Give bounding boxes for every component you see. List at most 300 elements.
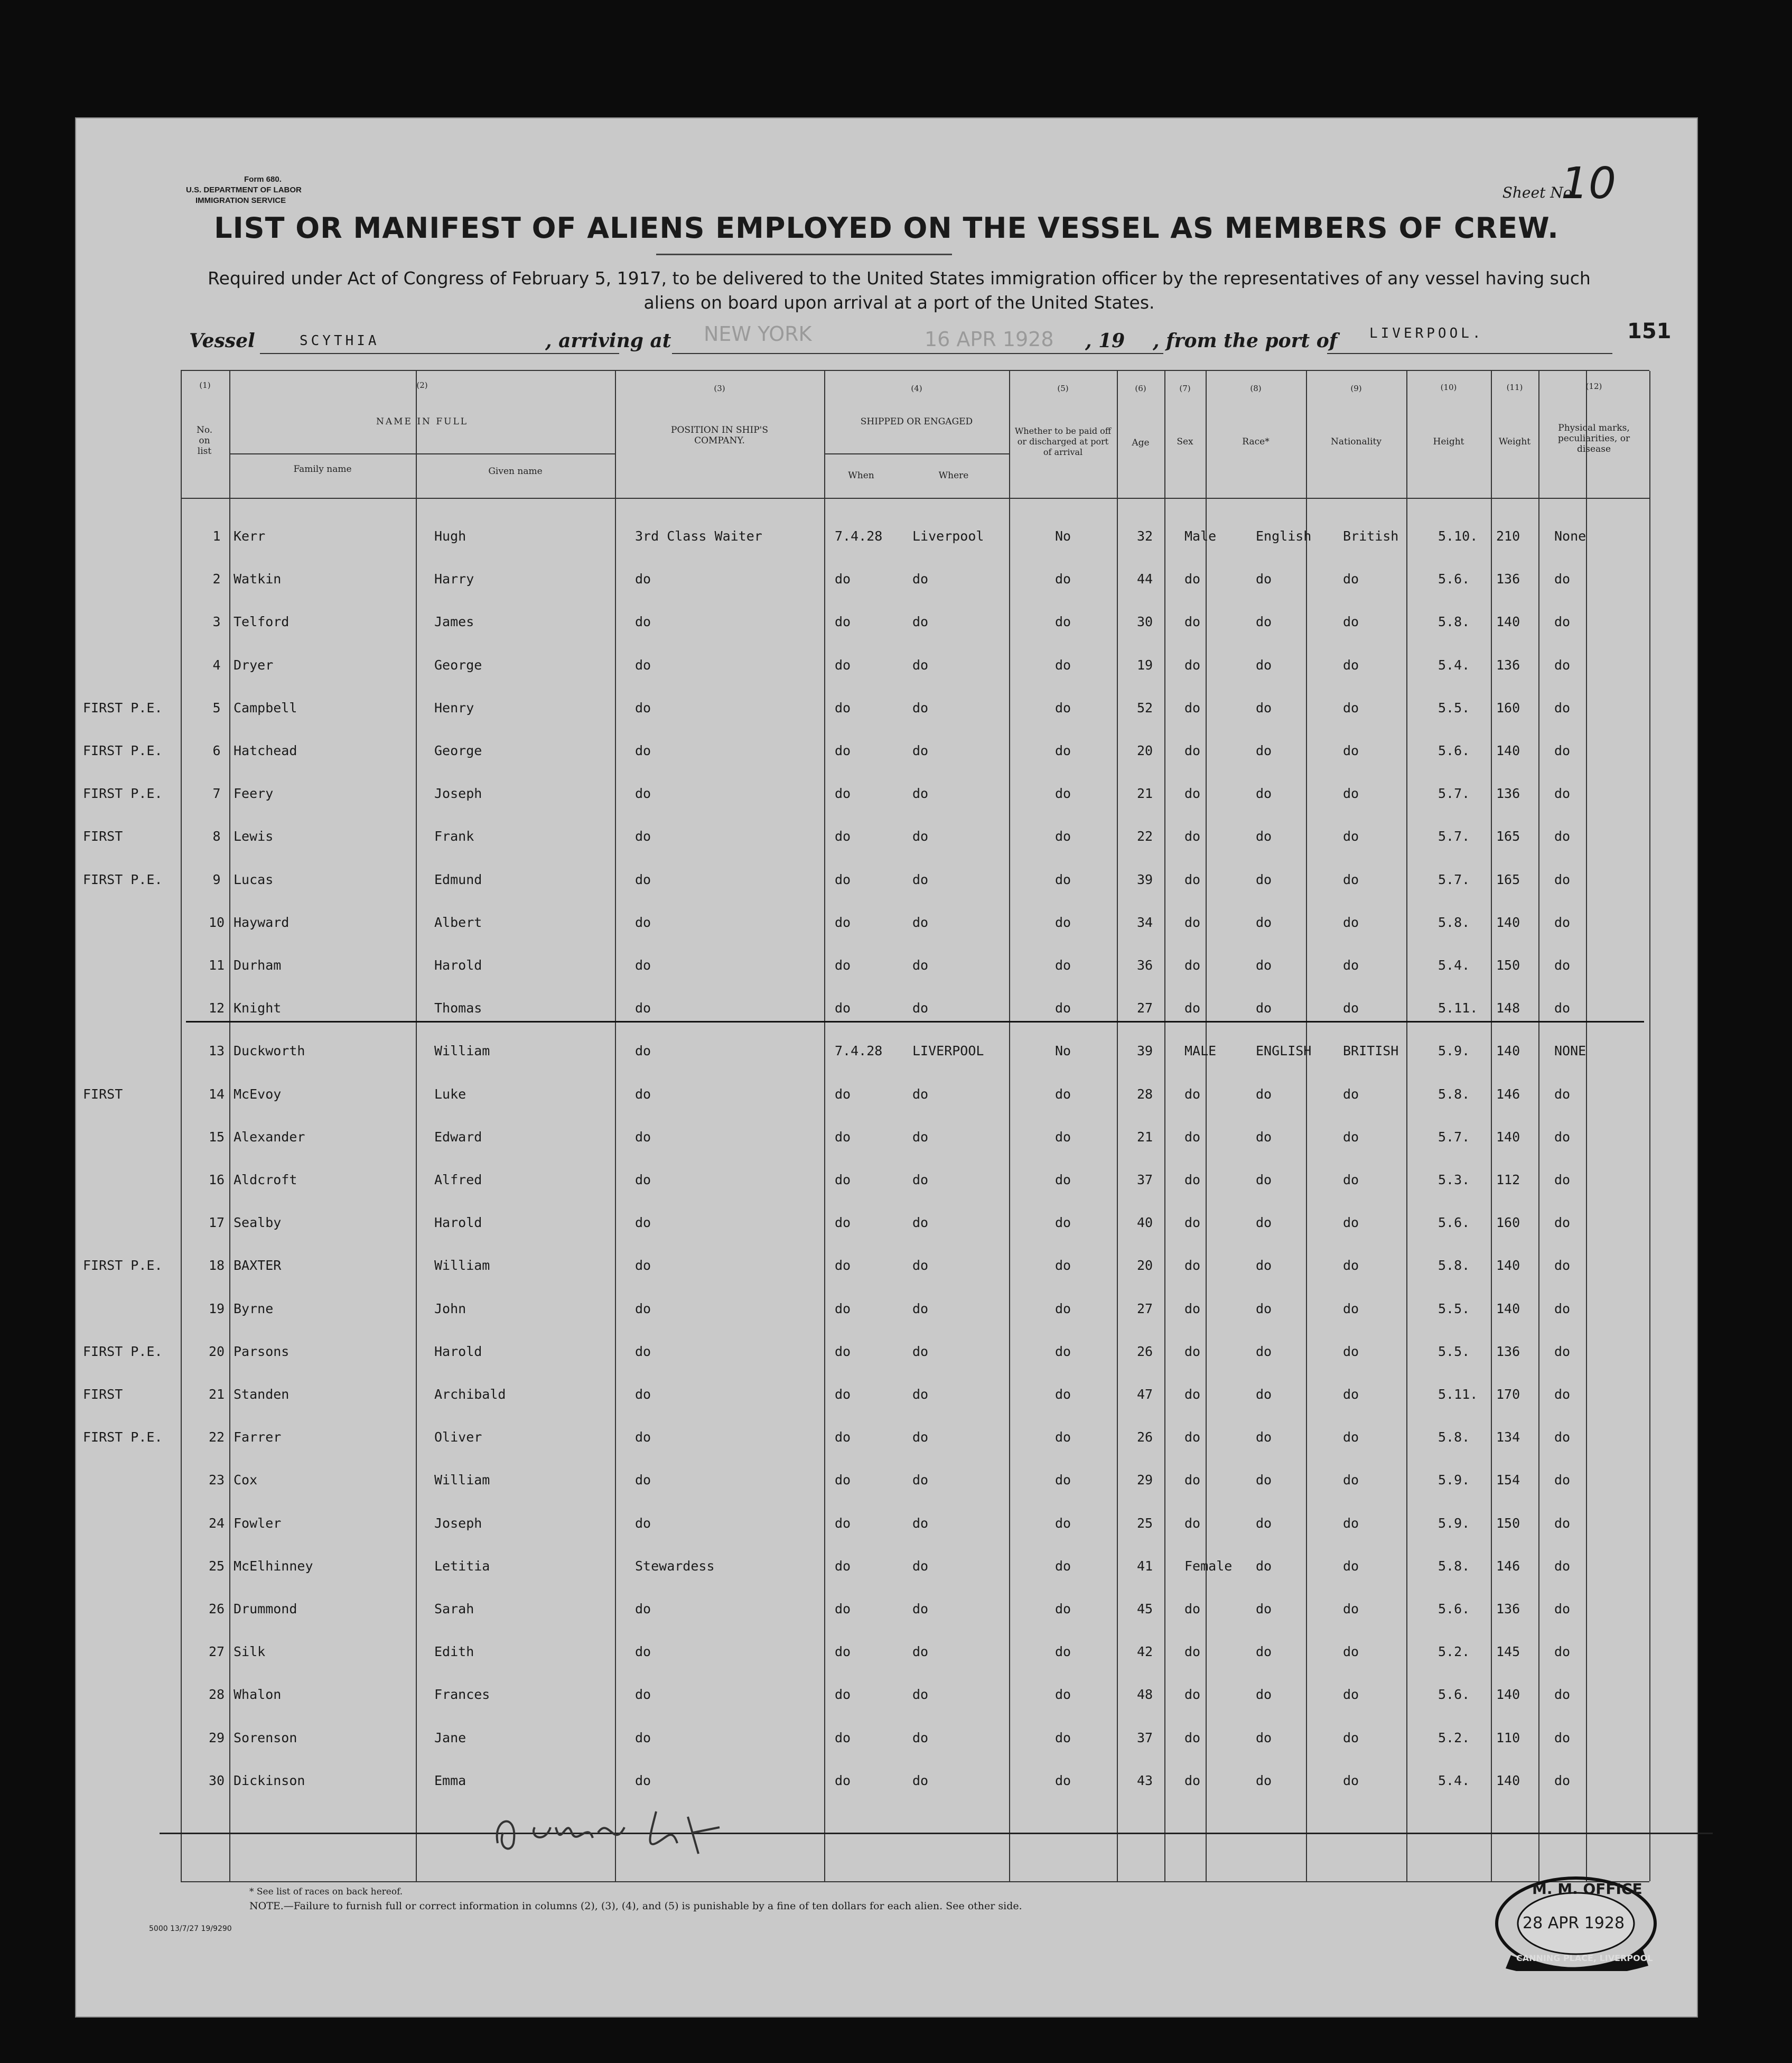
sex: do (1184, 1644, 1201, 1660)
paid-off: do (1055, 914, 1071, 930)
age: 42 (1137, 1644, 1153, 1660)
position: do (635, 743, 651, 758)
nationality: do (1343, 1472, 1359, 1488)
race: do (1256, 1300, 1272, 1316)
height: 5.8. (1438, 1429, 1470, 1445)
row-number: 9 (212, 871, 221, 887)
weight: 134 (1496, 1429, 1520, 1445)
weight: 110 (1496, 1730, 1520, 1745)
row-number: 18 (208, 1258, 225, 1274)
col-7-number: (7) (1179, 384, 1191, 393)
races-note: * See list of races on back hereof. (249, 1887, 403, 1897)
weight: 140 (1496, 1129, 1520, 1145)
table-row (75, 1773, 1698, 1815)
weight: 136 (1496, 1343, 1520, 1359)
height: 5.10. (1438, 528, 1478, 544)
sex: do (1184, 1772, 1201, 1788)
height: 5.9. (1438, 1472, 1470, 1488)
position: do (635, 614, 651, 630)
age: 27 (1137, 1000, 1153, 1016)
shipped-when: do (835, 743, 851, 758)
row-number: 27 (208, 1644, 225, 1660)
row-number: 14 (208, 1086, 225, 1102)
race: do (1256, 1000, 1272, 1016)
shipped-where: do (912, 657, 929, 673)
height: 5.5. (1438, 1343, 1470, 1359)
shipped-when: do (835, 1172, 851, 1187)
nationality: do (1343, 1601, 1359, 1616)
sex: Female (1184, 1558, 1233, 1574)
position: do (635, 1515, 651, 1531)
sex: MALE (1184, 1043, 1217, 1059)
table-row (75, 1129, 1698, 1172)
given-name: Joseph (434, 786, 482, 802)
family-name: Feery (234, 786, 274, 802)
sex: do (1184, 614, 1201, 630)
race: do (1256, 958, 1272, 973)
age: 32 (1137, 528, 1153, 544)
table-row (75, 915, 1698, 957)
col-12-number: (12) (1585, 382, 1602, 391)
weight: 146 (1496, 1558, 1520, 1574)
physical-marks: do (1554, 1772, 1571, 1788)
given-name: George (434, 743, 482, 758)
family-name: Lewis (234, 829, 274, 844)
col-4-number: (4) (911, 384, 922, 393)
position: do (635, 1772, 651, 1788)
row-number: 16 (208, 1172, 225, 1187)
table-row (75, 700, 1698, 742)
position: do (635, 657, 651, 673)
sex: do (1184, 1129, 1201, 1145)
family-name: Durham (234, 958, 282, 973)
age: 20 (1137, 1258, 1153, 1274)
row-number: 22 (208, 1429, 225, 1445)
shipped-when: do (835, 1129, 851, 1145)
sex: do (1184, 700, 1201, 715)
nationality: do (1343, 571, 1359, 587)
shipped-where: do (912, 1258, 929, 1274)
weight: 136 (1496, 786, 1520, 802)
nationality: do (1343, 1000, 1359, 1016)
height: 5.6. (1438, 1601, 1470, 1616)
shipped-when: do (835, 1215, 851, 1231)
age: 26 (1137, 1429, 1153, 1445)
paid-off: do (1055, 1687, 1071, 1703)
height: 5.5. (1438, 700, 1470, 715)
sex: do (1184, 1687, 1201, 1703)
service: IMMIGRATION SERVICE (195, 196, 286, 205)
col-5-number: (5) (1057, 384, 1069, 393)
weight: 140 (1496, 914, 1520, 930)
family-name: McEvoy (234, 1086, 282, 1102)
physical-marks: do (1554, 1172, 1571, 1187)
row-number: 23 (208, 1472, 225, 1488)
height: 5.9. (1438, 1515, 1470, 1531)
paid-off: do (1055, 1172, 1071, 1187)
row-number: 2 (212, 571, 221, 587)
table-row (75, 1258, 1698, 1300)
nationality: do (1343, 1172, 1359, 1187)
given-name: Jane (434, 1730, 466, 1745)
family-name: Alexander (234, 1129, 305, 1145)
race: do (1256, 1129, 1272, 1145)
shipped-where: do (912, 1172, 929, 1187)
sex: do (1184, 1215, 1201, 1231)
shipped-where: do (912, 1687, 929, 1703)
position: do (635, 1687, 651, 1703)
physical-marks: do (1554, 1429, 1571, 1445)
physical-marks: do (1554, 1472, 1571, 1488)
col-5-header: Whether to be paid off or discharged at port of arrival (1014, 426, 1112, 457)
age: 27 (1137, 1300, 1153, 1316)
sex: do (1184, 1343, 1201, 1359)
paid-off: do (1055, 1730, 1071, 1745)
col-6-header: Age (1132, 438, 1150, 448)
weight: 150 (1496, 958, 1520, 973)
weight: 112 (1496, 1172, 1520, 1187)
title-rule (656, 254, 952, 255)
sex: do (1184, 1515, 1201, 1531)
given-name: Luke (434, 1086, 466, 1102)
subtitle (165, 266, 1634, 315)
position: Stewardess (635, 1558, 715, 1574)
year-label: , 19 (1085, 330, 1125, 352)
row-note: FIRST P.E. (83, 871, 163, 887)
row-note: FIRST P.E. (83, 1258, 163, 1274)
nationality: do (1343, 1215, 1359, 1231)
shipped-where: do (912, 829, 929, 844)
row-number: 17 (208, 1215, 225, 1231)
age: 52 (1137, 700, 1153, 715)
subtitle-line-1: Required under Act of Congress of February 5, 1917, to be delivered to the United States immigration officer by the representatives of any vessel having such (208, 268, 1591, 289)
vessel-name: SCYTHIA (300, 333, 380, 349)
col-6-number: (6) (1135, 384, 1146, 393)
weight: 160 (1496, 700, 1520, 715)
row-number: 4 (212, 657, 221, 673)
family-name: Parsons (234, 1343, 290, 1359)
weight: 136 (1496, 657, 1520, 673)
position: do (635, 1343, 651, 1359)
shipped-when: do (835, 1086, 851, 1102)
sex: do (1184, 1730, 1201, 1745)
paid-off: do (1055, 1472, 1071, 1488)
from-port: LIVERPOOL. (1369, 326, 1484, 341)
height: 5.3. (1438, 1172, 1470, 1187)
table-row (75, 1687, 1698, 1729)
given-name: Letitia (434, 1558, 490, 1574)
physical-marks: do (1554, 1387, 1571, 1402)
shipped-where: do (912, 571, 929, 587)
form-header (186, 174, 302, 206)
sex: do (1184, 743, 1201, 758)
height: 5.6. (1438, 1215, 1470, 1231)
paid-off: do (1055, 1515, 1071, 1531)
shipped-when: do (835, 1558, 851, 1574)
given-name: Edward (434, 1129, 482, 1145)
table-row (75, 743, 1698, 785)
shipped-when: do (835, 1687, 851, 1703)
nationality: do (1343, 786, 1359, 802)
given-name: Frank (434, 829, 474, 844)
from-label: , from the port of (1153, 330, 1338, 352)
paid-off: No (1055, 1043, 1071, 1059)
paid-off: do (1055, 1601, 1071, 1616)
nationality: do (1343, 1558, 1359, 1574)
table-row (75, 1429, 1698, 1472)
height: 5.4. (1438, 657, 1470, 673)
shipped-when: do (835, 1601, 851, 1616)
family-name: Telford (234, 614, 290, 630)
nationality: do (1343, 829, 1359, 844)
from-port-line (1327, 353, 1612, 354)
nationality: do (1343, 1258, 1359, 1274)
position: do (635, 914, 651, 930)
physical-marks: do (1554, 958, 1571, 973)
given-name: William (434, 1472, 490, 1488)
family-name: Dryer (234, 657, 274, 673)
sex: do (1184, 871, 1201, 887)
physical-marks: do (1554, 1644, 1571, 1660)
table-bottom-rule (181, 1881, 1649, 1882)
height: 5.9. (1438, 1043, 1470, 1059)
race: do (1256, 1343, 1272, 1359)
shipped-when: do (835, 700, 851, 715)
table-row (75, 1043, 1698, 1085)
paid-off: do (1055, 958, 1071, 973)
table-row (75, 1086, 1698, 1129)
table-row (75, 786, 1698, 828)
vessel-name-line (260, 353, 619, 354)
shipped-when: do (835, 1387, 851, 1402)
shipped-where: do (912, 1558, 929, 1574)
shipped-when: 7.4.28 (835, 1043, 883, 1059)
sex: Male (1184, 528, 1217, 544)
weight: 160 (1496, 1215, 1520, 1231)
physical-marks: do (1554, 1300, 1571, 1316)
family-name: Duckworth (234, 1043, 305, 1059)
family-name: Whalon (234, 1687, 282, 1703)
physical-marks: do (1554, 786, 1571, 802)
position: do (635, 1043, 651, 1059)
table-row (75, 528, 1698, 571)
col-3-number: (3) (714, 384, 725, 393)
height: 5.4. (1438, 1772, 1470, 1788)
position: do (635, 786, 651, 802)
row-note: FIRST (83, 1387, 123, 1402)
age: 48 (1137, 1687, 1153, 1703)
age: 29 (1137, 1472, 1153, 1488)
shipped-where: do (912, 1215, 929, 1231)
nationality: do (1343, 958, 1359, 973)
height: 5.8. (1438, 1086, 1470, 1102)
age: 39 (1137, 871, 1153, 887)
sex: do (1184, 1472, 1201, 1488)
given-name: Albert (434, 914, 482, 930)
name-subheader-rule (229, 453, 615, 454)
penalty-note: NOTE.—Failure to furnish full or correct information in columns (2), (3), (4), and (5) is punishable by a fine of ten dollars for each alien. See other side. (249, 1900, 1022, 1912)
given-name: John (434, 1300, 466, 1316)
sex: do (1184, 829, 1201, 844)
shipped-where: do (912, 614, 929, 630)
race: do (1256, 614, 1272, 630)
race: do (1256, 1172, 1272, 1187)
height: 5.8. (1438, 614, 1470, 630)
weight: 140 (1496, 1687, 1520, 1703)
position: do (635, 1000, 651, 1016)
weight: 210 (1496, 528, 1520, 544)
weight: 148 (1496, 1000, 1520, 1016)
row-number: 3 (212, 614, 221, 630)
row-number: 28 (208, 1687, 225, 1703)
age: 40 (1137, 1215, 1153, 1231)
department: U.S. DEPARTMENT OF LABOR (186, 185, 302, 194)
height: 5.7. (1438, 1129, 1470, 1145)
shipped-where: do (912, 1515, 929, 1531)
col-2-number: (2) (416, 380, 428, 390)
row-note: FIRST (83, 829, 123, 844)
paid-off: do (1055, 1644, 1071, 1660)
family-name: Hayward (234, 914, 290, 930)
family-name: McElhinney (234, 1558, 313, 1574)
shipped-when: do (835, 614, 851, 630)
position: 3rd Class Waiter (635, 528, 762, 544)
position: do (635, 1215, 651, 1231)
given-name: Harry (434, 571, 474, 587)
age: 28 (1137, 1086, 1153, 1102)
table-row (75, 1644, 1698, 1686)
physical-marks: do (1554, 1558, 1571, 1574)
position: do (635, 829, 651, 844)
shipped-where: do (912, 1343, 929, 1359)
physical-marks: do (1554, 871, 1571, 887)
col-4a-header: When (848, 470, 874, 481)
nationality: do (1343, 1687, 1359, 1703)
paid-off: do (1055, 1215, 1071, 1231)
sex: do (1184, 657, 1201, 673)
given-name: Henry (434, 700, 474, 715)
shipped-where: do (912, 1086, 929, 1102)
family-name: Dickinson (234, 1772, 305, 1788)
nationality: do (1343, 1129, 1359, 1145)
row-number: 12 (208, 1000, 225, 1016)
shipped-when: do (835, 1472, 851, 1488)
nationality: do (1343, 1515, 1359, 1531)
age: 30 (1137, 614, 1153, 630)
position: do (635, 700, 651, 715)
shipped-where: do (912, 786, 929, 802)
nationality: do (1343, 743, 1359, 758)
weight: 146 (1496, 1086, 1520, 1102)
height: 5.8. (1438, 1258, 1470, 1274)
shipped-where: do (912, 958, 929, 973)
position: do (635, 571, 651, 587)
weight: 140 (1496, 743, 1520, 758)
family-name: Campbell (234, 700, 297, 715)
weight: 136 (1496, 571, 1520, 587)
shipped-when: do (835, 1000, 851, 1016)
col-9-header: Nationality (1331, 436, 1382, 447)
row-note: FIRST P.E. (83, 1343, 163, 1359)
shipped-where: LIVERPOOL (912, 1043, 984, 1059)
given-name: Edmund (434, 871, 482, 887)
height: 5.8. (1438, 1558, 1470, 1574)
height: 5.7. (1438, 786, 1470, 802)
position: do (635, 1601, 651, 1616)
row-note: FIRST P.E. (83, 786, 163, 802)
shipped-where: do (912, 1772, 929, 1788)
row-number: 11 (208, 958, 225, 973)
given-name: Emma (434, 1772, 466, 1788)
family-name: Drummond (234, 1601, 297, 1616)
sex: do (1184, 1172, 1201, 1187)
row-number: 15 (208, 1129, 225, 1145)
nationality: British (1343, 528, 1399, 544)
sex: do (1184, 1387, 1201, 1402)
table-row (75, 1601, 1698, 1643)
position: do (635, 1429, 651, 1445)
row-number: 8 (212, 829, 221, 844)
physical-marks: do (1554, 700, 1571, 715)
weight: 145 (1496, 1644, 1520, 1660)
nationality: do (1343, 1300, 1359, 1316)
race: do (1256, 1215, 1272, 1231)
col-8-header: Race* (1242, 436, 1270, 447)
family-name: Fowler (234, 1515, 282, 1531)
given-name: Frances (434, 1687, 490, 1703)
age: 25 (1137, 1515, 1153, 1531)
nationality: do (1343, 1644, 1359, 1660)
shipped-where: do (912, 871, 929, 887)
col-11-header: Weight (1498, 436, 1531, 447)
row-note: FIRST P.E. (83, 743, 163, 758)
family-name: Knight (234, 1000, 282, 1016)
paid-off: do (1055, 1300, 1071, 1316)
table-row (75, 872, 1698, 914)
weight: 165 (1496, 829, 1520, 844)
row-number: 6 (212, 743, 221, 758)
sex: do (1184, 914, 1201, 930)
position: do (635, 1472, 651, 1488)
age: 26 (1137, 1343, 1153, 1359)
age: 41 (1137, 1558, 1153, 1574)
height: 5.6. (1438, 743, 1470, 758)
physical-marks: do (1554, 1258, 1571, 1274)
race: do (1256, 1387, 1272, 1402)
shipped-when: do (835, 1300, 851, 1316)
row-number: 21 (208, 1387, 225, 1402)
height: 5.6. (1438, 571, 1470, 587)
weight: 154 (1496, 1472, 1520, 1488)
paid-off: do (1055, 871, 1071, 887)
height: 5.7. (1438, 871, 1470, 887)
shipped-where: do (912, 1472, 929, 1488)
row-note: FIRST (83, 1086, 123, 1102)
paid-off: do (1055, 743, 1071, 758)
weight: 140 (1496, 1300, 1520, 1316)
age: 36 (1137, 958, 1153, 973)
given-name: Edith (434, 1644, 474, 1660)
race: do (1256, 743, 1272, 758)
race: do (1256, 657, 1272, 673)
race: do (1256, 1258, 1272, 1274)
shipped-when: do (835, 1730, 851, 1745)
race: do (1256, 1644, 1272, 1660)
shipped-where: do (912, 1601, 929, 1616)
manifest-sheet (75, 117, 1698, 2018)
row-number: 1 (212, 528, 221, 544)
row-note: FIRST P.E. (83, 700, 163, 715)
